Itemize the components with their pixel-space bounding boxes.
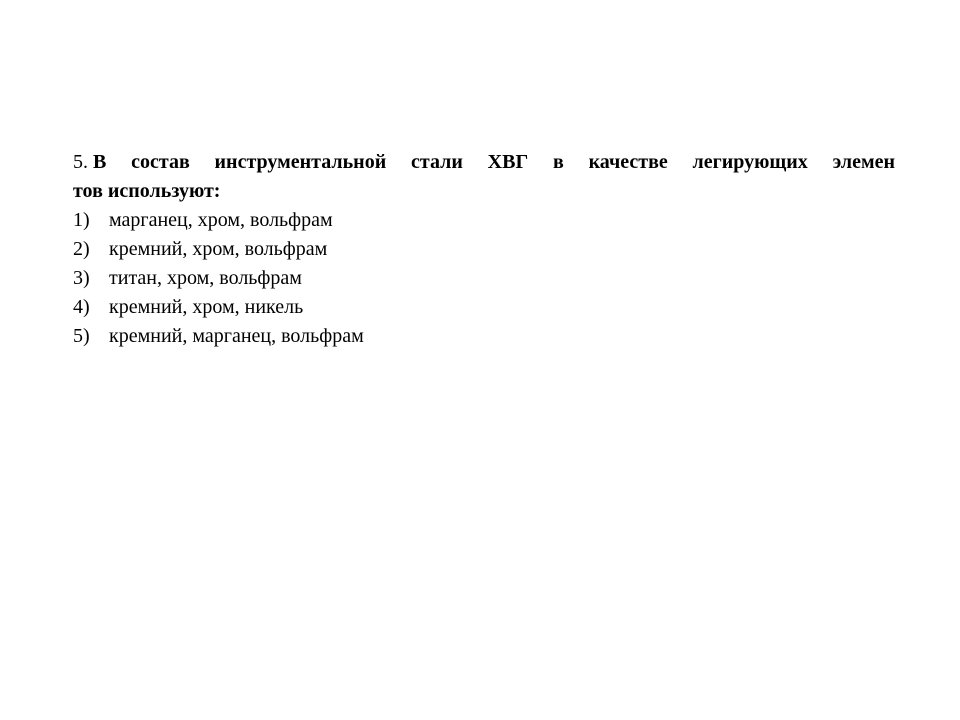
answer-number: 3) — [73, 267, 90, 289]
question-word: легирующих — [692, 151, 808, 173]
question-word: элемен — [832, 151, 895, 173]
answer-text: титан, хром, вольфрам — [109, 267, 302, 289]
answer-number: 4) — [73, 296, 90, 318]
answer-number: 5) — [73, 325, 90, 347]
answer-text: кремний, марганец, вольфрам — [109, 325, 364, 347]
answer-option-3 — [73, 264, 895, 293]
answer-option-4 — [73, 293, 895, 322]
question-word: В — [93, 151, 107, 173]
question-word: стали — [411, 151, 463, 173]
answer-text: кремний, хром, вольфрам — [109, 238, 328, 260]
answer-option-1 — [73, 206, 895, 235]
question-number: 5. — [73, 151, 88, 173]
question-word: в — [552, 151, 564, 173]
question-text-line-1 — [73, 148, 895, 177]
question-word: ХВГ — [487, 151, 529, 173]
answer-option-5 — [73, 322, 895, 351]
answer-text: кремний, хром, никель — [109, 296, 304, 318]
question-word: состав — [131, 151, 190, 173]
answer-number: 1) — [73, 209, 90, 231]
question-word: качестве — [588, 151, 668, 173]
answer-number: 2) — [73, 238, 90, 260]
question-lead — [73, 148, 106, 177]
question-text-line-2: тов используют: — [73, 180, 221, 202]
question-block — [73, 148, 895, 351]
answer-option-2 — [73, 235, 895, 264]
answer-text: марганец, хром, вольфрам — [109, 209, 333, 231]
answer-list — [73, 206, 895, 351]
question-word: инструментальной — [214, 151, 387, 173]
